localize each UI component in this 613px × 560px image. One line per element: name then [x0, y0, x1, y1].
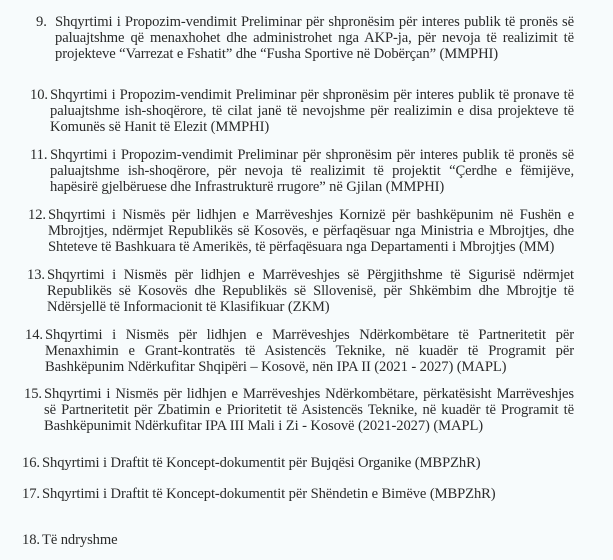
item-number: 13.: [27, 267, 45, 283]
item-number: 11.: [30, 147, 48, 163]
item-number: 10.: [30, 87, 48, 103]
item-number: 14.: [25, 327, 43, 343]
item-text: Shqyrtimi i Nismës për lidhjen e Marrëveshjes së Përgjithshme të Sigurisë ndërmjet Republikës së Kosovës dhe Republikës së Sllovenisë, për Shkëmbim dhe Mbrojtje të Ndërsjellë të Informacionit të Klasifikuar (ZKM): [47, 267, 574, 315]
item-text: Shqyrtimi i Draftit të Koncept-dokumentit për Shëndetin e Bimëve (MBPZhR): [42, 486, 496, 502]
item-text: Shqyrtimi i Propozim-vendimit Preliminar për shpronësim për interes publik të pronës së paluajtshme ish-shoqërore, për nevoja të realizimit të projektit “Çerdhe e fëmijëve, hapësirë gjelbëruese dhe Infrastrukturë rrugore” në Gjilan (MMPHI): [50, 147, 574, 195]
item-number: 12.: [28, 207, 46, 223]
item-text: Shqyrtimi i Nismës për lidhjen e Marrëveshjes Kornizë për bashkëpunim në Fushën e Mbrojtjes, ndërmjet Republikës së Kosovës, e përfaqësuar nga Ministria e Mbrojtjes, dhe Shteteve të Bashkuara të Amerikës, të përfaqësuara nga Departamenti i Mbrojtjes (MM): [48, 207, 574, 255]
item-number: 18.: [22, 532, 40, 548]
item-number: 17.: [22, 486, 40, 502]
item-text: Shqyrtimi i Nismës për lidhjen e Marrëveshjes Ndërkombëtare të Partneritetit për Menaxhimin e Grant-kontratës të Asistencës Teknike, në kuadër të Programit për Bashkëpunim Ndërkufitar Shqipëri – Kosovë, nën IPA II (2021 - 2027) (MAPL): [45, 327, 574, 375]
item-text: Shqyrtimi i Propozim-vendimit Preliminar për shpronësim për interes publik të pronave të paluajtshme ish-shoqërore, të cilat janë të nevojshme për realizimin e disa projekteve të Komunës së Hanit të Elezit (MMPHI): [50, 87, 574, 135]
item-number: 9.: [36, 14, 47, 30]
item-text: Të ndryshme: [42, 532, 118, 548]
item-text: Shqyrtimi i Nismës për lidhjen e Marrëveshjes Ndërkombëtare, përkatësisht Marrëveshjes së Partneritetit për Zbatimin e Prioritetit të Asistencës Teknike, në kuadër të Programit të Bashkëpunimit Ndërkufitar IPA III Mali i Zi - Kosovë (2021-2027) (MAPL): [44, 386, 574, 434]
item-text: Shqyrtimi i Propozim-vendimit Preliminar për shpronësim për interes publik të pronës së paluajtshme që menaxhohet dhe administrohet nga AKP-ja, për nevoja të realizimit të projekteve “Varrezat e Fshatit” dhe “Fusha Sportive në Dobërçan” (MMPHI): [55, 14, 574, 62]
item-number: 15.: [24, 386, 42, 402]
item-number: 16.: [22, 455, 40, 471]
item-text: Shqyrtimi i Draftit të Koncept-dokumentit për Bujqësi Organike (MBPZhR): [42, 455, 481, 471]
